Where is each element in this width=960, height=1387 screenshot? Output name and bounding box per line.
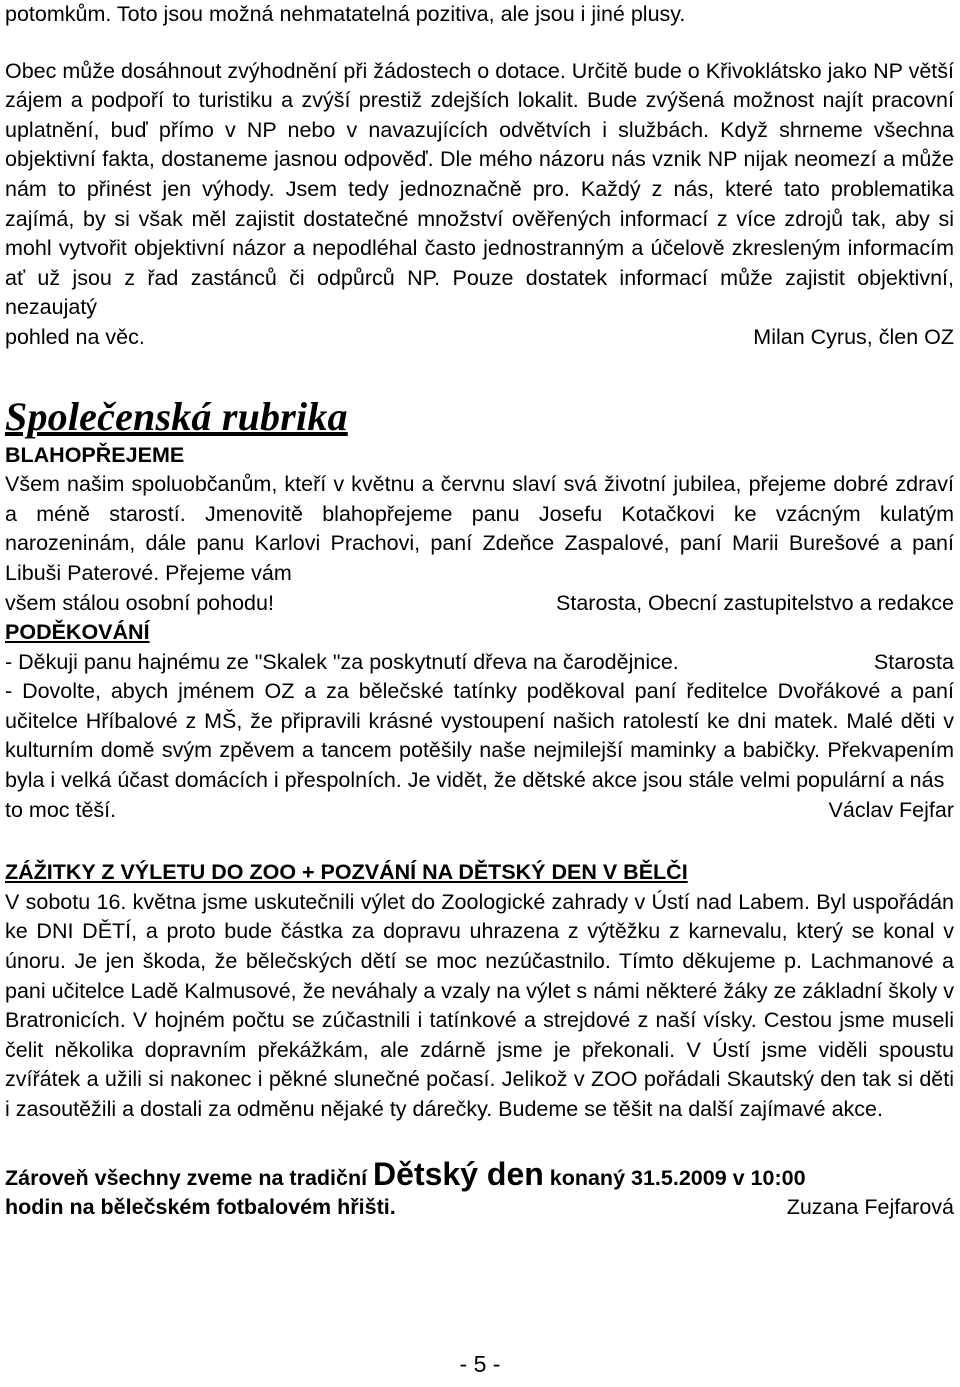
zoo-heading: ZÁŽITKY Z VÝLETU DO ZOO + POZVÁNÍ NA DĚTSKÝ DEN V BĚLČI (5, 860, 688, 885)
congrats-signature-row (5, 589, 954, 619)
thanks-line1-signature: Starosta (873, 649, 954, 674)
section-title-social: Společenská rubrika (5, 393, 348, 439)
article-body: Obec může dosáhnout zvýhodnění při žádostech o dotace. Určitě bude o Křivoklátsko jako NP větší zájem a podpoří to turistiku a zvýší prestiž zdejších lokalit. Bude zvýšená možnost najít pracovní uplatnění, buď přímo v NP nebo v navazujících odvětvích i službách. Když shrneme všechna objektivní fakta, dostaneme jasnou odpověď. Dle mého názoru nás vznik NP nijak neomezí a může nám to přinést jen výhody. Jsem tedy jednoznačně pro. Každý z nás, které tato problematika zajímá, by si však měl zajistit dostatečné množství ověřených informací z více zdrojů tak, aby si mohl vytvořit objektivní názor a nepodléhal často jednostranným a účelově zkresleným informacím ať už jsou z řad zastánců či odpůrců NP. Pouze dostatek informací může zajistit objektivní, nezaujatý (5, 58, 954, 320)
invitation-prefix: Zároveň všechny zveme na tradiční (5, 1165, 374, 1190)
page-number: - 5 - (459, 1351, 501, 1377)
thanks-signature: Václav Fejfar (828, 797, 954, 822)
article-signature: Milan Cyrus, člen OZ (753, 324, 954, 349)
article-signature-row (5, 323, 954, 353)
thanks-body: - Dovolte, abych jménem OZ a za bělečské tatínky poděkoval paní ředitelce Dvořákové a paní učitelce Hříbalové z MŠ, že připravili krásné vystoupení našich ratolestí ke dni matek. Malé děti v kulturním domě svým zpěvem a tancem potěšily naše nejmilejší maminky a babičky. Překvapením byla i velká účast domácích i přespolních. Je vidět, že dětské akce jsou stále velmi populární a nás (5, 679, 954, 793)
congrats-last-line: všem stálou osobní pohodu! (5, 590, 274, 615)
invitation-line2-row (5, 1193, 954, 1223)
invitation-line1 (5, 1155, 954, 1194)
thanks-signature-row (5, 796, 954, 826)
article-paragraph (5, 57, 954, 353)
thanks-heading: PODĚKOVÁNÍ (5, 620, 150, 645)
congrats-heading: BLAHOPŘEJEME (5, 442, 185, 467)
congrats-body: Všem našim spoluobčanům, kteří v květnu a červnu slaví svá životní jubilea, přejeme dobré zdraví a méně starostí. Jmenovitě blahopřejeme panu Josefu Kotačkovi ke vzácným kulatým narozeninám, dále panu Karlovi Prachovi, paní Zdeňce Zaspalové, paní Marii Burešové a paní Libuši Paterové. Přejeme vám (5, 472, 954, 585)
invitation-suffix: konaný 31.5.2009 v 10:00 (543, 1165, 806, 1190)
thanks-line1-row (5, 648, 954, 678)
invitation-signature: Zuzana Fejfarová (786, 1195, 954, 1220)
zoo-body: V sobotu 16. května jsme uskutečnili výlet do Zoologické zahrady v Ústí nad Labem. Byl uspořádán ke DNI DĚTÍ, a proto bude částka za dopravu uhrazena z výtěžku z karnevalu, který se konal v únoru. Je jen škoda, že bělečských dětí se moc nezúčastnilo. Tímto děkujeme p. Lachmanové a pani učitelce Ladě Kalmusové, že neváhaly a vzaly na výlet s námi některé žáky ze základní školy v Bratronicích. V hojném počtu se zúčastnili i tatínkové a strejdové z naší vísky. Cestou jsme museli čelit několika dopravním překážkám, ale zdárně jsme je překonali. V Ústí jsme viděli spoustu zvířátek a užili si nakonec i pěkné slunečné počasí. Jelikož v ZOO pořádali Skautský den tak si děti i zasoutěžili a dostali za odměnu nějaké ty dárečky. Budeme se těšit na další zajímavé akce. (5, 889, 954, 1121)
invitation-line2: hodin na bělečském fotbalovém hřišti. (5, 1195, 396, 1220)
congrats-signature: Starosta, Obecní zastupitelstvo a redakce (556, 590, 954, 615)
article-last-line: pohled na věc. (5, 324, 145, 349)
thanks-line1: - Děkuji panu hajnému ze "Skalek "za poskytnutí dřeva na čarodějnice. (5, 649, 679, 674)
thanks-last-line: to moc těší. (5, 797, 117, 822)
article-first-line: potomkům. Toto jsou možná nehmatatelná pozitiva, ale jsou i jiné plusy. (5, 2, 686, 26)
invitation (5, 1155, 954, 1223)
invitation-event: Dětský den (373, 1155, 544, 1192)
